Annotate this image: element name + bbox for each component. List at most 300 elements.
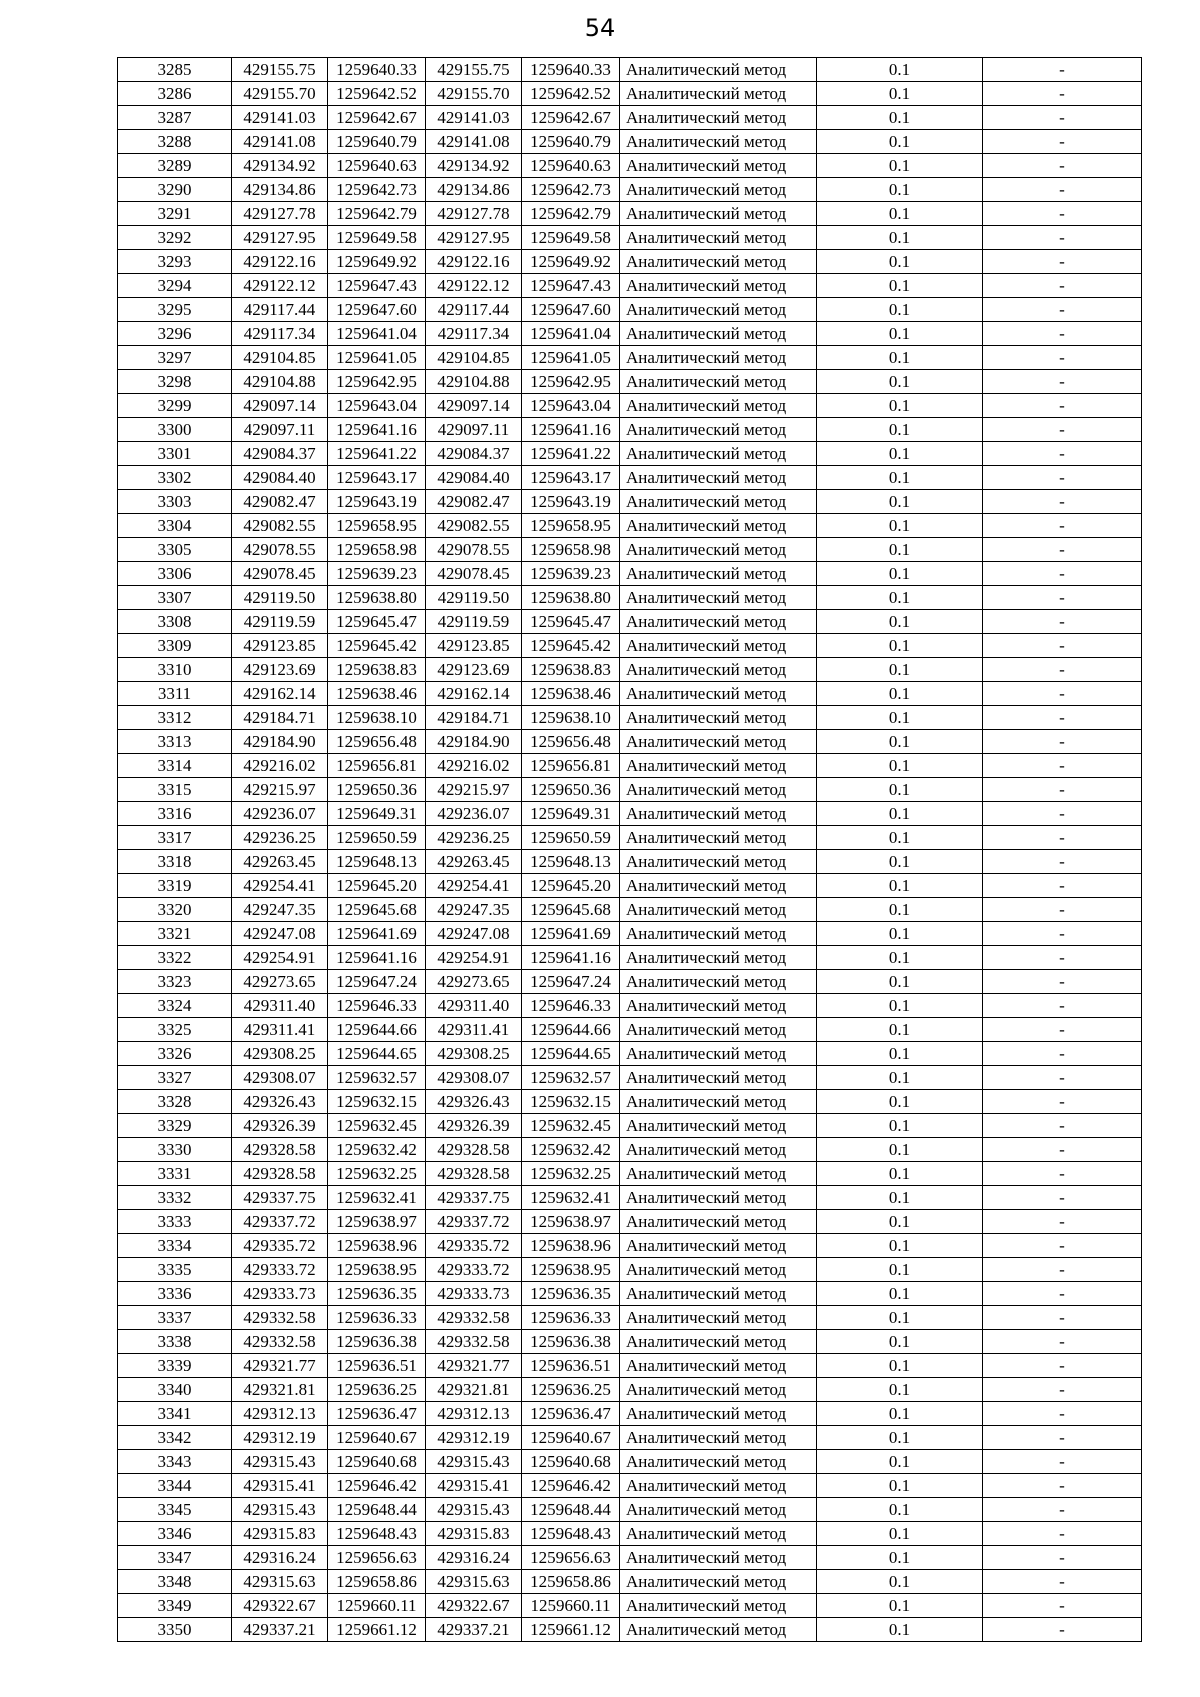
x-coordinate-cell: 429084.37 — [232, 442, 328, 466]
precision-cell: 0.1 — [817, 994, 983, 1018]
point-number-cell: 3305 — [118, 538, 232, 562]
point-number-cell: 3306 — [118, 562, 232, 586]
y-coordinate-2-cell: 1259647.43 — [522, 274, 620, 298]
y-coordinate-2-cell: 1259641.22 — [522, 442, 620, 466]
y-coordinate-cell: 1259648.13 — [328, 850, 426, 874]
note-cell: - — [983, 298, 1142, 322]
method-cell: Аналитический метод — [620, 658, 817, 682]
x-coordinate-cell: 429315.41 — [232, 1474, 328, 1498]
precision-cell: 0.1 — [817, 946, 983, 970]
point-number-cell: 3326 — [118, 1042, 232, 1066]
x-coordinate-cell: 429311.40 — [232, 994, 328, 1018]
point-number-cell: 3350 — [118, 1618, 232, 1642]
x-coordinate-cell: 429082.55 — [232, 514, 328, 538]
y-coordinate-2-cell: 1259649.31 — [522, 802, 620, 826]
x-coordinate-cell: 429119.59 — [232, 610, 328, 634]
x-coordinate-cell: 429247.35 — [232, 898, 328, 922]
note-cell: - — [983, 1450, 1142, 1474]
y-coordinate-cell: 1259645.42 — [328, 634, 426, 658]
point-number-cell: 3294 — [118, 274, 232, 298]
table-row — [118, 346, 1142, 370]
note-cell: - — [983, 538, 1142, 562]
x-coordinate-cell: 429315.63 — [232, 1570, 328, 1594]
x-coordinate-2-cell: 429322.67 — [426, 1594, 522, 1618]
table-row — [118, 202, 1142, 226]
y-coordinate-2-cell: 1259643.17 — [522, 466, 620, 490]
note-cell: - — [983, 1498, 1142, 1522]
point-number-cell: 3323 — [118, 970, 232, 994]
x-coordinate-cell: 429263.45 — [232, 850, 328, 874]
table-row — [118, 58, 1142, 82]
precision-cell: 0.1 — [817, 298, 983, 322]
note-cell: - — [983, 826, 1142, 850]
method-cell: Аналитический метод — [620, 1450, 817, 1474]
y-coordinate-cell: 1259632.25 — [328, 1162, 426, 1186]
note-cell: - — [983, 1426, 1142, 1450]
x-coordinate-cell: 429322.67 — [232, 1594, 328, 1618]
y-coordinate-2-cell: 1259661.12 — [522, 1618, 620, 1642]
y-coordinate-cell: 1259645.47 — [328, 610, 426, 634]
x-coordinate-cell: 429311.41 — [232, 1018, 328, 1042]
precision-cell: 0.1 — [817, 274, 983, 298]
method-cell: Аналитический метод — [620, 850, 817, 874]
y-coordinate-cell: 1259647.24 — [328, 970, 426, 994]
y-coordinate-2-cell: 1259645.68 — [522, 898, 620, 922]
note-cell: - — [983, 1474, 1142, 1498]
x-coordinate-cell: 429078.45 — [232, 562, 328, 586]
x-coordinate-cell: 429316.24 — [232, 1546, 328, 1570]
point-number-cell: 3336 — [118, 1282, 232, 1306]
precision-cell: 0.1 — [817, 1426, 983, 1450]
y-coordinate-2-cell: 1259640.67 — [522, 1426, 620, 1450]
table-row — [118, 610, 1142, 634]
point-number-cell: 3321 — [118, 922, 232, 946]
x-coordinate-cell: 429312.19 — [232, 1426, 328, 1450]
table-row — [118, 178, 1142, 202]
x-coordinate-2-cell: 429134.92 — [426, 154, 522, 178]
point-number-cell: 3343 — [118, 1450, 232, 1474]
table-row — [118, 1330, 1142, 1354]
x-coordinate-2-cell: 429119.50 — [426, 586, 522, 610]
table-row — [118, 274, 1142, 298]
point-number-cell: 3325 — [118, 1018, 232, 1042]
x-coordinate-cell: 429155.70 — [232, 82, 328, 106]
x-coordinate-2-cell: 429155.70 — [426, 82, 522, 106]
method-cell: Аналитический метод — [620, 1138, 817, 1162]
note-cell: - — [983, 322, 1142, 346]
y-coordinate-2-cell: 1259636.25 — [522, 1378, 620, 1402]
y-coordinate-cell: 1259649.31 — [328, 802, 426, 826]
y-coordinate-cell: 1259648.43 — [328, 1522, 426, 1546]
precision-cell: 0.1 — [817, 922, 983, 946]
table-row — [118, 250, 1142, 274]
x-coordinate-cell: 429078.55 — [232, 538, 328, 562]
coordinates-table-body — [118, 58, 1142, 1642]
x-coordinate-cell: 429097.14 — [232, 394, 328, 418]
y-coordinate-2-cell: 1259632.41 — [522, 1186, 620, 1210]
note-cell: - — [983, 1402, 1142, 1426]
method-cell: Аналитический метод — [620, 106, 817, 130]
point-number-cell: 3318 — [118, 850, 232, 874]
y-coordinate-2-cell: 1259642.73 — [522, 178, 620, 202]
method-cell: Аналитический метод — [620, 250, 817, 274]
x-coordinate-2-cell: 429311.41 — [426, 1018, 522, 1042]
x-coordinate-2-cell: 429273.65 — [426, 970, 522, 994]
x-coordinate-2-cell: 429215.97 — [426, 778, 522, 802]
point-number-cell: 3338 — [118, 1330, 232, 1354]
method-cell: Аналитический метод — [620, 274, 817, 298]
table-row — [118, 1522, 1142, 1546]
note-cell: - — [983, 1090, 1142, 1114]
method-cell: Аналитический метод — [620, 1090, 817, 1114]
point-number-cell: 3296 — [118, 322, 232, 346]
method-cell: Аналитический метод — [620, 1546, 817, 1570]
note-cell: - — [983, 1378, 1142, 1402]
precision-cell: 0.1 — [817, 1618, 983, 1642]
x-coordinate-cell: 429119.50 — [232, 586, 328, 610]
y-coordinate-2-cell: 1259640.79 — [522, 130, 620, 154]
precision-cell: 0.1 — [817, 1450, 983, 1474]
page-number: 54 — [584, 14, 616, 42]
x-coordinate-2-cell: 429127.78 — [426, 202, 522, 226]
x-coordinate-2-cell: 429104.88 — [426, 370, 522, 394]
note-cell: - — [983, 1066, 1142, 1090]
note-cell: - — [983, 1282, 1142, 1306]
table-row — [118, 706, 1142, 730]
y-coordinate-cell: 1259640.33 — [328, 58, 426, 82]
note-cell: - — [983, 802, 1142, 826]
x-coordinate-cell: 429097.11 — [232, 418, 328, 442]
table-row — [118, 1354, 1142, 1378]
x-coordinate-cell: 429332.58 — [232, 1306, 328, 1330]
y-coordinate-2-cell: 1259638.80 — [522, 586, 620, 610]
x-coordinate-cell: 429335.72 — [232, 1234, 328, 1258]
point-number-cell: 3339 — [118, 1354, 232, 1378]
precision-cell: 0.1 — [817, 466, 983, 490]
method-cell: Аналитический метод — [620, 202, 817, 226]
note-cell: - — [983, 130, 1142, 154]
y-coordinate-2-cell: 1259640.33 — [522, 58, 620, 82]
x-coordinate-cell: 429134.92 — [232, 154, 328, 178]
method-cell: Аналитический метод — [620, 514, 817, 538]
precision-cell: 0.1 — [817, 1042, 983, 1066]
y-coordinate-cell: 1259647.43 — [328, 274, 426, 298]
x-coordinate-cell: 429127.95 — [232, 226, 328, 250]
y-coordinate-2-cell: 1259647.60 — [522, 298, 620, 322]
table-row — [118, 394, 1142, 418]
x-coordinate-cell: 429315.43 — [232, 1450, 328, 1474]
x-coordinate-cell: 429155.75 — [232, 58, 328, 82]
y-coordinate-cell: 1259641.16 — [328, 418, 426, 442]
table-row — [118, 874, 1142, 898]
precision-cell: 0.1 — [817, 1234, 983, 1258]
precision-cell: 0.1 — [817, 610, 983, 634]
y-coordinate-2-cell: 1259650.59 — [522, 826, 620, 850]
precision-cell: 0.1 — [817, 1018, 983, 1042]
y-coordinate-2-cell: 1259636.38 — [522, 1330, 620, 1354]
x-coordinate-cell: 429328.58 — [232, 1162, 328, 1186]
y-coordinate-cell: 1259641.04 — [328, 322, 426, 346]
method-cell: Аналитический метод — [620, 1234, 817, 1258]
y-coordinate-2-cell: 1259632.45 — [522, 1114, 620, 1138]
note-cell: - — [983, 922, 1142, 946]
note-cell: - — [983, 994, 1142, 1018]
method-cell: Аналитический метод — [620, 490, 817, 514]
y-coordinate-2-cell: 1259636.35 — [522, 1282, 620, 1306]
note-cell: - — [983, 562, 1142, 586]
method-cell: Аналитический метод — [620, 1330, 817, 1354]
y-coordinate-cell: 1259636.33 — [328, 1306, 426, 1330]
x-coordinate-2-cell: 429332.58 — [426, 1306, 522, 1330]
precision-cell: 0.1 — [817, 778, 983, 802]
x-coordinate-cell: 429333.73 — [232, 1282, 328, 1306]
point-number-cell: 3307 — [118, 586, 232, 610]
y-coordinate-cell: 1259641.05 — [328, 346, 426, 370]
method-cell: Аналитический метод — [620, 634, 817, 658]
y-coordinate-2-cell: 1259638.83 — [522, 658, 620, 682]
note-cell: - — [983, 1162, 1142, 1186]
y-coordinate-cell: 1259640.63 — [328, 154, 426, 178]
precision-cell: 0.1 — [817, 322, 983, 346]
x-coordinate-2-cell: 429308.07 — [426, 1066, 522, 1090]
x-coordinate-cell: 429236.25 — [232, 826, 328, 850]
table-row — [118, 1474, 1142, 1498]
x-coordinate-2-cell: 429216.02 — [426, 754, 522, 778]
point-number-cell: 3288 — [118, 130, 232, 154]
method-cell: Аналитический метод — [620, 706, 817, 730]
note-cell: - — [983, 1618, 1142, 1642]
y-coordinate-cell: 1259638.95 — [328, 1258, 426, 1282]
precision-cell: 0.1 — [817, 562, 983, 586]
method-cell: Аналитический метод — [620, 754, 817, 778]
note-cell: - — [983, 970, 1142, 994]
x-coordinate-2-cell: 429328.58 — [426, 1162, 522, 1186]
y-coordinate-cell: 1259644.66 — [328, 1018, 426, 1042]
x-coordinate-cell: 429184.71 — [232, 706, 328, 730]
y-coordinate-cell: 1259638.80 — [328, 586, 426, 610]
method-cell: Аналитический метод — [620, 730, 817, 754]
point-number-cell: 3303 — [118, 490, 232, 514]
y-coordinate-2-cell: 1259642.79 — [522, 202, 620, 226]
y-coordinate-cell: 1259646.42 — [328, 1474, 426, 1498]
precision-cell: 0.1 — [817, 1378, 983, 1402]
x-coordinate-2-cell: 429123.85 — [426, 634, 522, 658]
y-coordinate-2-cell: 1259641.16 — [522, 418, 620, 442]
y-coordinate-cell: 1259636.35 — [328, 1282, 426, 1306]
precision-cell: 0.1 — [817, 1330, 983, 1354]
x-coordinate-2-cell: 429328.58 — [426, 1138, 522, 1162]
x-coordinate-2-cell: 429311.40 — [426, 994, 522, 1018]
table-row — [118, 106, 1142, 130]
note-cell: - — [983, 1570, 1142, 1594]
table-row — [118, 1546, 1142, 1570]
y-coordinate-2-cell: 1259643.04 — [522, 394, 620, 418]
y-coordinate-2-cell: 1259643.19 — [522, 490, 620, 514]
precision-cell: 0.1 — [817, 634, 983, 658]
y-coordinate-cell: 1259640.79 — [328, 130, 426, 154]
x-coordinate-cell: 429273.65 — [232, 970, 328, 994]
y-coordinate-cell: 1259644.65 — [328, 1042, 426, 1066]
x-coordinate-cell: 429122.16 — [232, 250, 328, 274]
method-cell: Аналитический метод — [620, 394, 817, 418]
y-coordinate-2-cell: 1259645.42 — [522, 634, 620, 658]
x-coordinate-2-cell: 429315.43 — [426, 1450, 522, 1474]
method-cell: Аналитический метод — [620, 1426, 817, 1450]
x-coordinate-2-cell: 429315.63 — [426, 1570, 522, 1594]
point-number-cell: 3304 — [118, 514, 232, 538]
y-coordinate-2-cell: 1259644.65 — [522, 1042, 620, 1066]
table-row — [118, 1042, 1142, 1066]
precision-cell: 0.1 — [817, 1162, 983, 1186]
y-coordinate-2-cell: 1259648.44 — [522, 1498, 620, 1522]
x-coordinate-2-cell: 429122.12 — [426, 274, 522, 298]
table-row — [118, 754, 1142, 778]
table-row — [118, 634, 1142, 658]
method-cell: Аналитический метод — [620, 1474, 817, 1498]
precision-cell: 0.1 — [817, 1282, 983, 1306]
table-row — [118, 514, 1142, 538]
method-cell: Аналитический метод — [620, 538, 817, 562]
precision-cell: 0.1 — [817, 970, 983, 994]
x-coordinate-cell: 429333.72 — [232, 1258, 328, 1282]
method-cell: Аналитический метод — [620, 226, 817, 250]
note-cell: - — [983, 178, 1142, 202]
note-cell: - — [983, 202, 1142, 226]
point-number-cell: 3345 — [118, 1498, 232, 1522]
x-coordinate-cell: 429326.43 — [232, 1090, 328, 1114]
table-row — [118, 1618, 1142, 1642]
table-row — [118, 1594, 1142, 1618]
x-coordinate-cell: 429162.14 — [232, 682, 328, 706]
x-coordinate-2-cell: 429337.21 — [426, 1618, 522, 1642]
table-row — [118, 1162, 1142, 1186]
x-coordinate-2-cell: 429326.43 — [426, 1090, 522, 1114]
table-row — [118, 538, 1142, 562]
point-number-cell: 3312 — [118, 706, 232, 730]
y-coordinate-2-cell: 1259640.63 — [522, 154, 620, 178]
note-cell: - — [983, 250, 1142, 274]
method-cell: Аналитический метод — [620, 1066, 817, 1090]
y-coordinate-2-cell: 1259638.46 — [522, 682, 620, 706]
table-row — [118, 1306, 1142, 1330]
point-number-cell: 3313 — [118, 730, 232, 754]
x-coordinate-2-cell: 429263.45 — [426, 850, 522, 874]
table-row — [118, 1138, 1142, 1162]
y-coordinate-2-cell: 1259638.10 — [522, 706, 620, 730]
y-coordinate-cell: 1259640.68 — [328, 1450, 426, 1474]
note-cell: - — [983, 442, 1142, 466]
method-cell: Аналитический метод — [620, 1522, 817, 1546]
x-coordinate-2-cell: 429312.19 — [426, 1426, 522, 1450]
y-coordinate-2-cell: 1259656.81 — [522, 754, 620, 778]
x-coordinate-cell: 429312.13 — [232, 1402, 328, 1426]
method-cell: Аналитический метод — [620, 946, 817, 970]
x-coordinate-2-cell: 429123.69 — [426, 658, 522, 682]
precision-cell: 0.1 — [817, 1594, 983, 1618]
point-number-cell: 3309 — [118, 634, 232, 658]
point-number-cell: 3291 — [118, 202, 232, 226]
precision-cell: 0.1 — [817, 658, 983, 682]
precision-cell: 0.1 — [817, 730, 983, 754]
point-number-cell: 3332 — [118, 1186, 232, 1210]
table-row — [118, 946, 1142, 970]
point-number-cell: 3328 — [118, 1090, 232, 1114]
method-cell: Аналитический метод — [620, 154, 817, 178]
table-row — [118, 994, 1142, 1018]
y-coordinate-2-cell: 1259641.05 — [522, 346, 620, 370]
method-cell: Аналитический метод — [620, 1018, 817, 1042]
x-coordinate-2-cell: 429155.75 — [426, 58, 522, 82]
note-cell: - — [983, 1018, 1142, 1042]
table-row — [118, 802, 1142, 826]
precision-cell: 0.1 — [817, 1090, 983, 1114]
x-coordinate-2-cell: 429254.41 — [426, 874, 522, 898]
method-cell: Аналитический метод — [620, 1570, 817, 1594]
precision-cell: 0.1 — [817, 202, 983, 226]
x-coordinate-2-cell: 429315.83 — [426, 1522, 522, 1546]
x-coordinate-cell: 429134.86 — [232, 178, 328, 202]
table-row — [118, 1066, 1142, 1090]
y-coordinate-2-cell: 1259638.96 — [522, 1234, 620, 1258]
y-coordinate-2-cell: 1259636.51 — [522, 1354, 620, 1378]
y-coordinate-cell: 1259641.69 — [328, 922, 426, 946]
precision-cell: 0.1 — [817, 1498, 983, 1522]
method-cell: Аналитический метод — [620, 826, 817, 850]
x-coordinate-2-cell: 429332.58 — [426, 1330, 522, 1354]
point-number-cell: 3333 — [118, 1210, 232, 1234]
x-coordinate-2-cell: 429315.41 — [426, 1474, 522, 1498]
x-coordinate-cell: 429084.40 — [232, 466, 328, 490]
note-cell: - — [983, 1186, 1142, 1210]
point-number-cell: 3329 — [118, 1114, 232, 1138]
point-number-cell: 3310 — [118, 658, 232, 682]
x-coordinate-cell: 429184.90 — [232, 730, 328, 754]
note-cell: - — [983, 394, 1142, 418]
precision-cell: 0.1 — [817, 1522, 983, 1546]
point-number-cell: 3314 — [118, 754, 232, 778]
note-cell: - — [983, 586, 1142, 610]
table-row — [118, 1018, 1142, 1042]
precision-cell: 0.1 — [817, 58, 983, 82]
point-number-cell: 3337 — [118, 1306, 232, 1330]
y-coordinate-cell: 1259638.96 — [328, 1234, 426, 1258]
y-coordinate-cell: 1259641.22 — [328, 442, 426, 466]
method-cell: Аналитический метод — [620, 466, 817, 490]
note-cell: - — [983, 154, 1142, 178]
x-coordinate-2-cell: 429247.35 — [426, 898, 522, 922]
y-coordinate-cell: 1259658.86 — [328, 1570, 426, 1594]
y-coordinate-2-cell: 1259658.95 — [522, 514, 620, 538]
table-row — [118, 1570, 1142, 1594]
y-coordinate-cell: 1259660.11 — [328, 1594, 426, 1618]
method-cell: Аналитический метод — [620, 1258, 817, 1282]
note-cell: - — [983, 1522, 1142, 1546]
table-row — [118, 970, 1142, 994]
table-row — [118, 658, 1142, 682]
x-coordinate-2-cell: 429312.13 — [426, 1402, 522, 1426]
precision-cell: 0.1 — [817, 394, 983, 418]
x-coordinate-2-cell: 429337.75 — [426, 1186, 522, 1210]
y-coordinate-2-cell: 1259639.23 — [522, 562, 620, 586]
point-number-cell: 3311 — [118, 682, 232, 706]
point-number-cell: 3347 — [118, 1546, 232, 1570]
x-coordinate-cell: 429308.25 — [232, 1042, 328, 1066]
x-coordinate-2-cell: 429184.71 — [426, 706, 522, 730]
precision-cell: 0.1 — [817, 1306, 983, 1330]
x-coordinate-cell: 429247.08 — [232, 922, 328, 946]
y-coordinate-cell: 1259656.63 — [328, 1546, 426, 1570]
y-coordinate-2-cell: 1259641.04 — [522, 322, 620, 346]
